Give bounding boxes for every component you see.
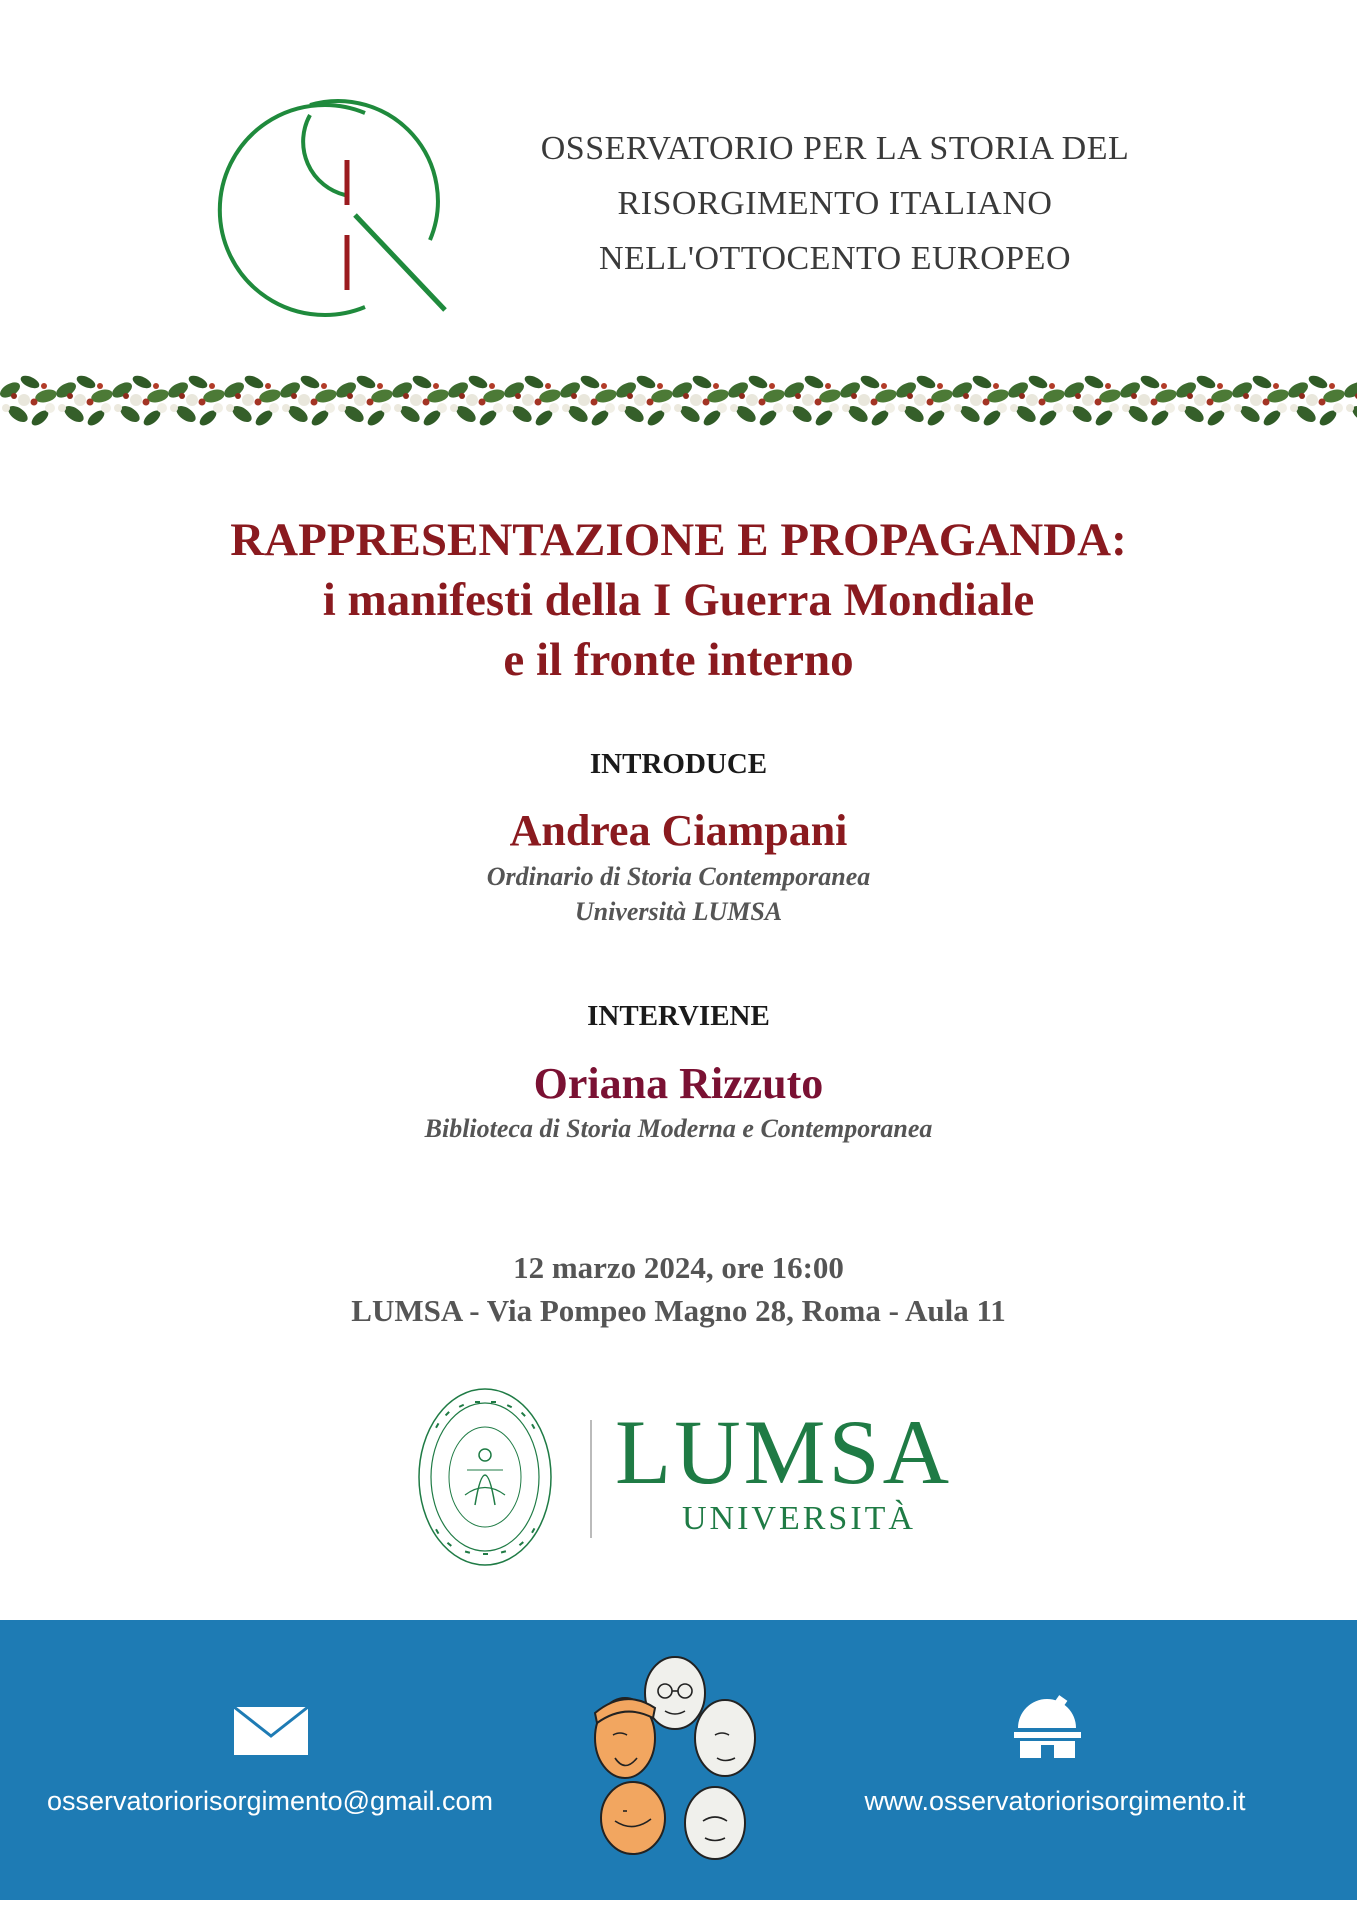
floral-garland [0,362,1357,442]
org-line-1: OSSERVATORIO PER LA STORIA DEL [540,130,1130,167]
intro-role-2: Università LUMSA [574,897,783,926]
event-date: 12 marzo 2024, ore 16:00 [513,1250,844,1285]
osr-logo-icon [215,95,455,320]
title-line-2: i manifesti della I Guerra Mondiale [322,574,1035,626]
speaker-name: Oriana Rizzuto [533,1059,824,1108]
university-seal-icon [415,1385,555,1570]
speaker-label: INTERVIENE [587,1000,770,1032]
logo-divider [590,1420,592,1538]
intro-role-1: Ordinario di Storia Contemporanea [486,862,871,891]
bottom-border [0,1900,1357,1920]
title-line-1: RAPPRESENTAZIONE E PROPAGANDA: [230,514,1127,566]
org-line-3: NELL'OTTOCENTO EUROPEO [598,240,1071,277]
title-line-3: e il fronte interno [503,634,854,686]
org-line-2: RISORGIMENTO ITALIANO [617,185,1053,222]
event-place: LUMSA - Via Pompeo Magno 28, Roma - Aula 11 [351,1293,1006,1328]
event-title [0,510,1357,690]
website-link[interactable]: www.osservatoriorisorgimento.it [864,1786,1246,1816]
mail-icon[interactable] [233,1706,309,1756]
lumsa-subtitle: UNIVERSITÀ [682,1500,916,1537]
observatory-icon[interactable] [1010,1690,1085,1760]
founders-faces-illustration [575,1643,775,1873]
lumsa-wordmark: LUMSA [615,1401,953,1503]
contact-email[interactable]: osservatoriorisorgimento@gmail.com [46,1786,494,1816]
intro-label: INTRODUCE [589,748,768,780]
speaker-role: Biblioteca di Storia Moderna e Contemporanea [424,1114,933,1143]
intro-name: Andrea Ciampani [509,806,848,855]
